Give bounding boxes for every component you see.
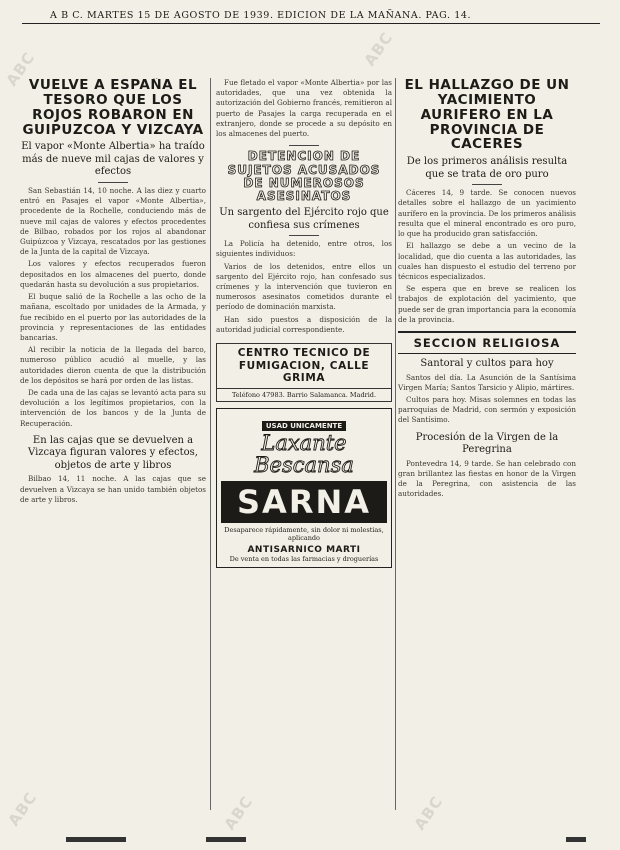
paragraph: Santos del día. La Asunción de la Santísima Virgen María; Santos Tarsicio y Alipio, mártires. [398, 372, 576, 392]
watermark: ABC [410, 792, 447, 834]
article-body [398, 459, 576, 500]
footer-mark [566, 837, 586, 842]
subhead-oro-puro: De los primeros análisis resulta que se trata de oro puro [406, 156, 568, 180]
paragraph: San Sebastián 14, 10 noche. A las diez y cuarto entró en Pasajes el vapor «Monte Albertia», procedente de la Rochelle, conduciendo más de nueve mil cajas de valores y efectos procedentes de Bilbao, robados por los rojos al abandonar Guipúzcoa y Vizcaya, rescatados por las gestiones de la Junta de la capital de Vizcaya. [20, 185, 206, 257]
paragraph: De cada una de las cajas se levantó acta para su devolución a los legítimos propietarios, con la intervención de los bancos y de la Junta de Recuperación. [20, 388, 206, 428]
ad-laxante-sarna [216, 408, 392, 568]
paragraph: La Policía ha detenido, entre otros, los siguientes individuos: [216, 239, 392, 259]
watermark: ABC [360, 28, 397, 70]
subhead-cajas-vizcaya: En las cajas que se devuelven a Vizcaya figuran valores y efectos, objetos de arte y libros [28, 434, 198, 471]
watermark: ABC [4, 788, 41, 830]
article-body [216, 239, 392, 335]
ad-sarna-title: SARNA [221, 481, 387, 523]
top-rule [22, 23, 600, 24]
watermark: ABC [220, 792, 257, 834]
ad-sarna-text: Desaparece rápidamente, sin dolor ni molestias, aplicando [224, 525, 384, 543]
watermark: ABC [2, 48, 39, 90]
subhead-sargento: Un sargento del Ejército rojo que confiesa sus crímenes [219, 207, 389, 231]
ad-fumigacion-address: Teléfono 47983. Barrio Salamanca. Madrid. [216, 389, 392, 402]
article-body [20, 474, 206, 505]
column-3 [398, 78, 576, 816]
ad-sarna-footnote: De venta en todas las farmacias y droguerías [229, 554, 379, 563]
separator [289, 235, 319, 236]
paragraph: El hallazgo se debe a un vecino de la localidad, que dio cuenta a las autoridades, las cuales han dispuesto el estudio del terreno por técnicos especializados. [398, 241, 576, 281]
ad-fumigacion-title: CENTRO TECNICO DE FUMIGACION, CALLE GRIMA [216, 343, 392, 389]
article-body [216, 78, 392, 139]
separator [98, 182, 128, 183]
paragraph: Cultos para hoy. Misas solemnes en todas las parroquias de Madrid, con sermón y exposición del Santísimo. [398, 395, 576, 425]
subhead-monte-albertia: El vapor «Monte Albertia» ha traído más de nueve mil cajas de valores y efectos [21, 141, 205, 178]
ad-sarna-brand: ANTISARNICO MARTI [247, 544, 361, 555]
subhead-santoral: Santoral y cultos para hoy [420, 358, 554, 370]
ad-fumigacion [216, 343, 392, 402]
headline-yacimiento: EL HALLAZGO DE UN YACIMIENTO AURIFERO EN LA PROVINCIA DE CACERES [404, 78, 570, 153]
page-folio: A B C. MARTES 15 DE AGOSTO DE 1939. EDICION DE LA MAÑANA. PAG. 14. [50, 10, 472, 21]
paragraph: Han sido puestos a disposición de la autoridad judicial correspondiente. [216, 314, 392, 334]
paragraph: Al recibir la noticia de la llegada del barco, numeroso público acudió al muelle, y las autoridades dieron cuenta de que la distribución de los depósitos se hará por orden de las listas. [20, 345, 206, 385]
paragraph: Fue fletado el vapor «Monte Albertia» por las autoridades, que una vez obtenida la autorización del Gobierno francés, remitieron al puerto de Pasajes la carga recuperada en el extranjero, donde se procede a su depósito en los almacenes del puerto. [216, 78, 392, 139]
article-body [398, 188, 576, 325]
paragraph: Pontevedra 14, 9 tarde. Se han celebrado con gran brillantez las fiestas en honor de la Virgen de la Peregrina, con asistencia de las autoridades. [398, 458, 576, 499]
paragraph: Bilbao 14, 11 noche. A las cajas que se devuelven a Vizcaya se han unido también objetos de arte y libros. [20, 474, 206, 504]
paragraph: Varios de los detenidos, entre ellos un sargento del Ejército rojo, han confesado sus crímenes y la intervención que tuvieron en numerosos asesinatos cometidos durante el período de dominación marxista. [216, 261, 392, 312]
column-rule [210, 78, 211, 810]
paragraph: Los valores y efectos recuperados fueron depositados en los almacenes del puerto, donde quedarán hasta su devolución a sus propietarios. [20, 259, 206, 289]
column-rule [395, 78, 396, 810]
paragraph: Se espera que en breve se realicen los trabajos de explotación del yacimiento, que puede ser de gran importancia para la economía de la provincia. [398, 284, 576, 324]
paragraph: Cáceres 14, 9 tarde. Se conocen nuevos detalles sobre el hallazgo de un yacimiento aurífero en la provincia. De los primeros análisis resulta que el mineral encontrado es oro puro, lo que ha producido gran satisfacción. [398, 188, 576, 239]
headline-tesoro: VUELVE A ESPAÑA EL TESORO QUE LOS ROJOS ROBARON EN GUIPUZCOA Y VIZCAYA [22, 78, 204, 138]
column-1 [20, 78, 206, 816]
footer-mark [66, 837, 126, 842]
paragraph: El buque salió de la Rochelle a las ocho de la mañana, escoltado por unidades de la Armada, y fue recibido en el puerto por las autoridades de la provincia y representaciones de las entidades bancarias. [20, 292, 206, 342]
article-body [398, 373, 576, 426]
headline-detencion: DETENCION DE SUJETOS ACUSADOS DE NUMEROSOS ASESINATOS [227, 149, 381, 203]
subhead-procesion: Procesión de la Virgen de la Peregrina [415, 431, 559, 456]
separator [289, 145, 319, 146]
separator [472, 184, 502, 185]
column-2 [216, 78, 392, 816]
ad-kicker: USAD UNICAMENTE [262, 421, 346, 431]
ad-laxante-logo: Laxante Bescansa [254, 430, 354, 477]
section-religiosa-header: SECCION RELIGIOSA [398, 331, 576, 354]
article-body [20, 186, 206, 429]
page-footer-marks [6, 834, 610, 844]
footer-mark [206, 837, 246, 842]
